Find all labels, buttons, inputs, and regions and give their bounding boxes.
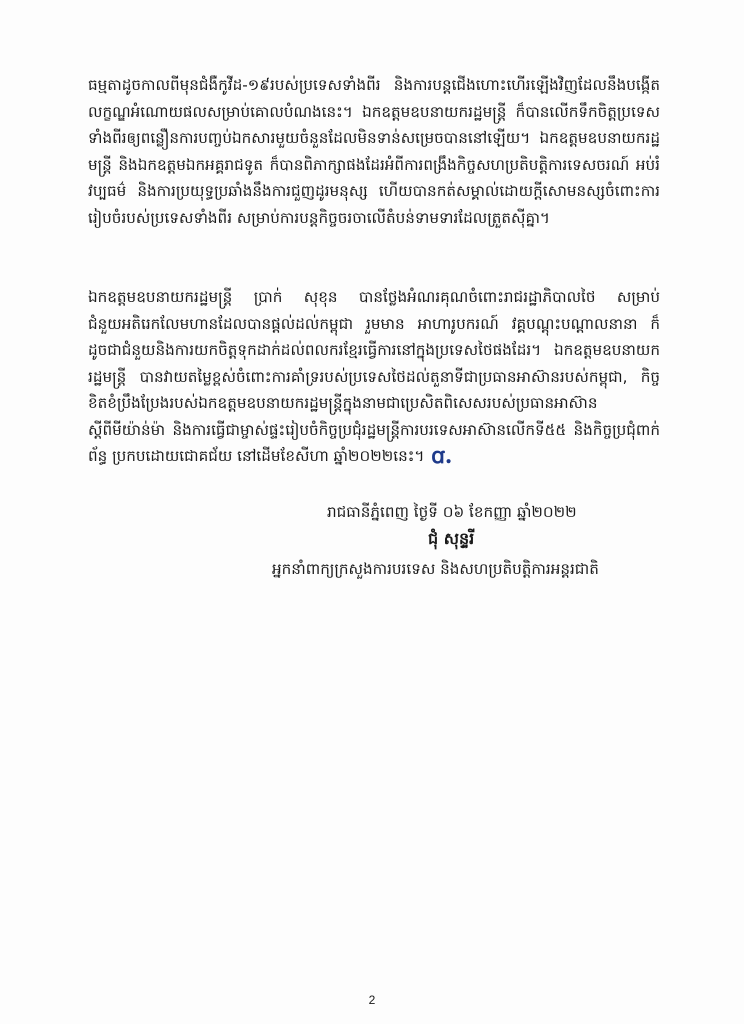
paragraph-1	[88, 72, 660, 231]
date-line: រាជធានីភ្នំពេញ ថ្ងៃទី ០៦ ខែកញ្ញា ឆ្នាំ២០២២	[327, 503, 577, 521]
page-number: 2	[368, 993, 376, 1007]
paragraph-2-text: ឯកឧត្តមឧបនាយករដ្ឋមន្ត្រី ប្រាក់ សុខុន បានថ្លែងអំណរគុណចំពោះរាជរដ្ឋាភិបាលថៃ សម្រាប់ជំនួយអតិរេកលែមហានដែលបានផ្តល់ដល់កម្ពុជា រួមមាន អាហារូបករណ៍ វគ្គបណ្តុះបណ្តាលនានា ក៏ដូចជាជំនួយនិងការយកចិត្តទុកដាក់ដល់ពលករខ្មែរធ្វើការនៅក្នុងប្រទេសថៃផងដែរ។ ឯកឧត្តមឧបនាយករដ្ឋមន្ត្រី បានវាយតម្លៃខ្ពស់ចំពោះការគាំទ្ររបស់ប្រទេសថៃដល់តួនាទីជាប្រធានអាស៊ានរបស់កម្ពុជា, កិច្ចខិតខំប្រឹងប្រែងរបស់ឯកឧត្តមឧបនាយករដ្ឋមន្ត្រីក្នុងនាមជាប្រេសិតពិសេសរបស់ប្រធានអាស៊ានស្តីពីមីយ៉ាន់ម៉ា និងការធ្វើជាម្ចាស់ផ្ទះរៀបចំកិច្ចប្រជុំរដ្ឋមន្ត្រីការបរទេសអាស៊ានលើកទី៥៥ និងកិច្ចប្រជុំពាក់ព័ន្ធ ប្រកបដោយជោគជ័យ នៅដើមខែសីហា ឆ្នាំ២០២២នេះ។	[88, 288, 660, 465]
paragraph-1-text: ធម្មតាដូចកាលពីមុនជំងឺកូវីដ-១៩របស់ប្រទេសទាំងពីរ និងការបន្តជើងហោះហើរឡើងវិញដែលនឹងបង្កើតលក្ខណ្ឌអំណោយផលសម្រាប់គោលបំណងនេះ។ ឯកឧត្តមឧបនាយករដ្ឋមន្ត្រី ក៏បានលើកទឹកចិត្តប្រទេសទាំងពីរឲ្យពន្លឿនការបញ្ចប់ឯកសារមួយចំនួនដែលមិនទាន់សម្រេចបាននៅឡើយ។ ឯកឧត្តមឧបនាយករដ្ឋមន្ត្រី និងឯកឧត្តមឯកអគ្គរាជទូត ក៏បានពិភាក្សាផងដែរអំពីការពង្រឹងកិច្ចសហប្រតិបត្តិការទេសចរណ៍ អប់រំ វប្បធម៌ និងការប្រយុទ្ធប្រឆាំងនឹងការជួញដូរមនុស្ស ហើយបានកត់សម្គាល់ដោយក្តីសោមនស្សចំពោះការរៀបចំរបស់ប្រទេសទាំងពីរ សម្រាប់ការបន្តកិច្ចចរចាលើតំបន់ទាមទារដែលត្រួតស៊ីគ្នា។	[88, 76, 660, 227]
closing-mark: ꭤ.	[431, 443, 453, 469]
signer-name: ជុំ សុន្ទរី	[428, 529, 475, 548]
signer-title: អ្នកនាំពាក្យក្រសួងការបរទេស និងសហប្រតិបត្តិការអន្តរជាតិ	[272, 560, 599, 578]
paragraph-2	[88, 284, 660, 470]
